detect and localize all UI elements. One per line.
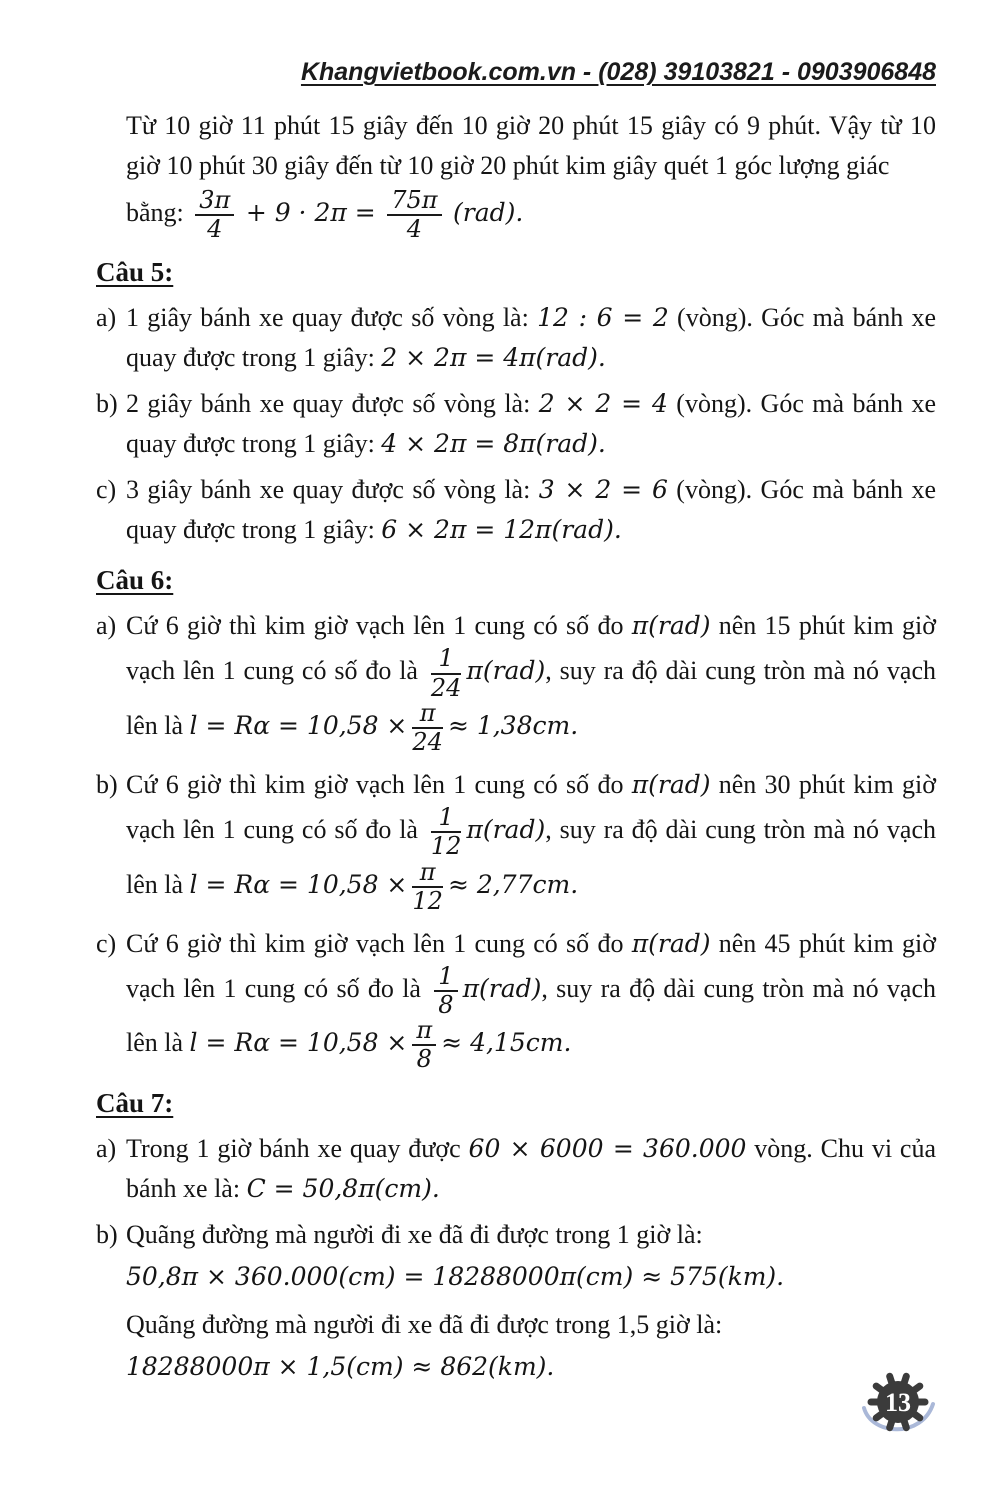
list-item-6a — [96, 606, 936, 755]
fraction-denominator: 8 — [416, 1045, 432, 1074]
fraction-numerator: 3π — [195, 188, 234, 216]
section-cau-5 — [96, 252, 936, 550]
list-item-7b — [96, 1215, 936, 1387]
section-cau-6 — [96, 560, 936, 1072]
fraction-denominator: 8 — [438, 991, 454, 1020]
fraction-numerator: π — [412, 701, 443, 729]
fraction-denominator: 24 — [412, 727, 443, 756]
item-text: 3 giây bánh xe quay được số vòng là: — [126, 475, 539, 505]
fraction-denominator: 24 — [430, 673, 462, 702]
item-math: 2 × 2 = 4 — [538, 389, 668, 419]
item-text: , suy ra độ dài cung tròn mà nó vạch lên là — [126, 974, 936, 1058]
header-website-phone: Khangvietbook.com.vn - (028) 39103821 - 0903906848 — [300, 58, 936, 86]
fraction-denominator: 12 — [430, 832, 462, 861]
item-math: π(rad) — [466, 656, 546, 686]
fraction-numerator: 1 — [431, 805, 462, 833]
item-math: 50,8π × 360.000(cm) = 18288000π(cm) ≈ 575(km). — [126, 1261, 785, 1291]
item-math: 60 × 6000 = 360.000 — [468, 1133, 747, 1163]
list-item-5a — [96, 298, 936, 378]
item-math: 6 × 2π = 12π(rad). — [381, 515, 622, 545]
item-text: Cứ 6 giờ thì kim giờ vạch lên 1 cung có số đo — [126, 611, 632, 641]
item-text: , suy ra độ dài cung tròn mà nó vạch lên là — [126, 815, 936, 899]
fraction-numerator: 75π — [387, 188, 441, 216]
intro-math-mid: + 9 · 2π = — [245, 198, 376, 228]
fraction — [434, 961, 457, 1020]
item-math: π(rad) — [466, 815, 546, 845]
item-label: c) — [96, 475, 117, 505]
item-text: Quãng đường mà người đi xe đã đi được trong 1,5 giờ là: — [126, 1309, 723, 1339]
intro-bang-label: bằng: — [126, 198, 184, 228]
item-math: ≈ 4,15cm. — [441, 1028, 572, 1058]
item-math: π(rad) — [462, 974, 542, 1004]
cau-6-heading: Câu 6: — [96, 565, 174, 596]
gear-icon — [856, 1368, 940, 1446]
intro-math-suffix: (rad). — [453, 198, 524, 228]
page-number: 13 — [885, 1388, 911, 1417]
cau-5-heading: Câu 5: — [96, 257, 174, 288]
fraction — [412, 1018, 436, 1072]
item-text: Cứ 6 giờ thì kim giờ vạch lên 1 cung có số đo — [126, 928, 632, 958]
fraction-numerator: 1 — [431, 646, 462, 674]
fraction-denominator: 12 — [412, 886, 443, 915]
intro-text: Từ 10 giờ 11 phút 15 giây đến 10 giờ 20 phút 15 giây có 9 phút. Vậy từ 10 giờ 10 phút 30 giây đến từ 10 giờ 20 phút kim giây quét 1 góc lượng giác — [126, 111, 936, 180]
item-text: (vòng). Góc mà bánh xe quay được trong 1 giây: — [126, 303, 936, 373]
item-text: nên 30 phút kim giờ vạch lên 1 cung có số đo là — [126, 770, 936, 845]
item-math: π(rad) — [631, 928, 711, 958]
item-math: π(rad) — [631, 770, 711, 800]
item-math: l = Rα = 10,58 × — [189, 710, 408, 740]
list-item-5c — [96, 470, 936, 550]
fraction — [387, 188, 441, 242]
item-math: 12 : 6 = 2 — [537, 303, 669, 333]
fraction-numerator: 1 — [434, 964, 457, 992]
item-text: vòng. Chu vi của bánh xe là: — [126, 1133, 936, 1203]
section-cau-7 — [96, 1083, 936, 1387]
fraction — [412, 857, 443, 915]
item-math: 2 × 2π = 4π(rad). — [381, 343, 606, 373]
item-text: (vòng). Góc mà bánh xe quay được trong 1 giây: — [126, 389, 936, 459]
list-item-5b — [96, 384, 936, 464]
item-label: a) — [96, 1133, 117, 1163]
item-label: b) — [96, 770, 118, 800]
item-text: nên 45 phút kim giờ vạch lên 1 cung có số đo là — [126, 928, 936, 1004]
fraction-denominator: 4 — [406, 215, 422, 244]
item-math: 18288000π × 1,5(cm) ≈ 862(km). — [126, 1351, 555, 1381]
item-math: ≈ 1,38cm. — [447, 710, 579, 740]
item-math: 3 × 2 = 6 — [538, 475, 668, 505]
fraction — [431, 805, 462, 859]
item-math: l = Rα = 10,58 × — [189, 1028, 408, 1058]
item-text: nên 15 phút kim giờ vạch lên 1 cung có số đo là — [126, 611, 936, 686]
item-text: Trong 1 giờ bánh xe quay được — [126, 1133, 469, 1163]
item-label: b) — [96, 1219, 118, 1249]
fraction-numerator: π — [412, 1018, 436, 1046]
list-item-6b — [96, 765, 936, 914]
item-text: 1 giây bánh xe quay được số vòng là: — [126, 303, 538, 333]
item-label: a) — [96, 611, 117, 641]
fraction — [195, 188, 234, 242]
list-item-7a — [96, 1129, 936, 1209]
page-content — [0, 92, 1000, 1387]
item-text: (vòng). Góc mà bánh xe quay được trong 1 giây: — [126, 475, 936, 545]
item-label: c) — [96, 928, 117, 958]
list-item-6c — [96, 924, 936, 1073]
item-math: l = Rα = 10,58 × — [189, 869, 408, 899]
fraction — [431, 646, 462, 700]
page-header — [0, 0, 1000, 92]
item-text: Quãng đường mà người đi xe đã đi được trong 1 giờ là: — [126, 1219, 703, 1249]
item-text: Cứ 6 giờ thì kim giờ vạch lên 1 cung có số đo — [126, 770, 632, 800]
item-text: 2 giây bánh xe quay được số vòng là: — [126, 389, 539, 419]
item-math: π(rad) — [631, 611, 711, 641]
item-math: C = 50,8π(cm). — [246, 1173, 440, 1203]
fraction-denominator: 4 — [207, 215, 223, 244]
item-label: a) — [96, 303, 117, 333]
item-math: 4 × 2π = 8π(rad). — [381, 429, 606, 459]
cau-7-heading: Câu 7: — [96, 1087, 174, 1118]
item-label: b) — [96, 389, 118, 419]
item-text: , suy ra độ dài cung tròn mà nó vạch lên là — [126, 656, 936, 740]
intro-math-line — [126, 188, 936, 242]
fraction — [412, 698, 443, 756]
intro-paragraph — [96, 106, 936, 242]
fraction-numerator: π — [412, 860, 443, 888]
item-math: ≈ 2,77cm. — [447, 869, 579, 899]
page-number-badge — [856, 1368, 940, 1458]
